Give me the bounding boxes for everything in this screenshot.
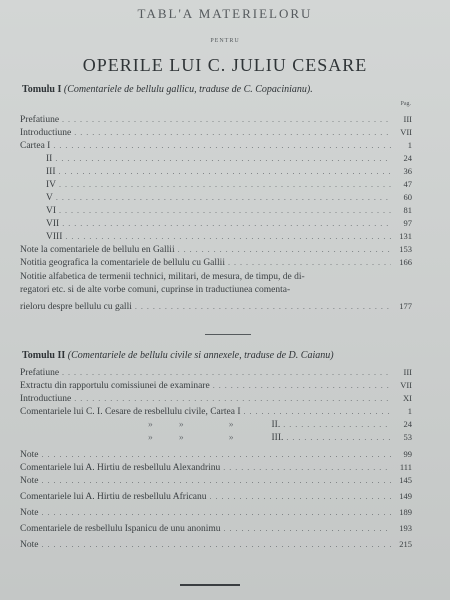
- page-column-header: Pag.: [400, 101, 411, 107]
- table-of-contents-title: TABL'A MATERIELORU: [137, 6, 313, 21]
- toc-entry: Cartea I . . . 1: [20, 139, 412, 151]
- toc-entry: IV . . . 47: [20, 178, 412, 190]
- toc-entry: VIII . . . 131: [20, 230, 412, 242]
- toc-entry: Note la comentariele de bellulu en Gallii . . . 153: [20, 243, 412, 255]
- toc-entry: Extractu din rapportulu comissiunei de examinare . . . VII: [20, 379, 412, 391]
- toc-entry: Comentariele de resbellulu Ispanicu de unu anonimu . . . 193: [20, 522, 412, 534]
- toc-entry: Note . . . 189: [20, 506, 412, 518]
- notitia-line-2: regatori etc. si de alte vorbe comuni, cuprinse in traductiunea comenta-: [20, 285, 291, 295]
- toc-entry: » » » II. . . . 24: [20, 418, 412, 430]
- toc-entry: V . . . 60: [20, 191, 412, 203]
- volume-2-label: Tomulu II: [22, 350, 66, 361]
- toc-entry: VII . . . 97: [20, 217, 412, 229]
- toc-entry: Note . . . 99: [20, 448, 412, 460]
- notitia-line-1: Notitie alfabetica de termenii technici, militari, de mesura, de timpu, de di-: [20, 272, 305, 282]
- section-divider: [205, 334, 251, 335]
- toc-entry: Comentariele lui A. Hirtiu de resbellulu Alexandrinu . . . 111: [20, 461, 412, 473]
- toc-entry: III . . . 36: [20, 165, 412, 177]
- toc-entry: Notitia geografica la comentariele de bellulu cu Gallii . . . 166: [20, 256, 412, 268]
- volume-1-description: (Comentariele de bellulu gallicu, traduse de C. Copacinianu).: [63, 84, 313, 95]
- toc-entry: » » » III. . . . 53: [20, 431, 412, 443]
- toc-entry: Comentariele lui A. Hirtiu de resbellulu Africanu . . . 149: [20, 490, 412, 502]
- toc-entry: Introductiune . . . XI: [20, 392, 412, 404]
- volume-2-heading: [22, 350, 334, 361]
- toc-entry: VI . . . 81: [20, 204, 412, 216]
- volume-1-heading: [22, 84, 313, 95]
- toc-entry: Comentariele lui C. I. Cesare de resbellulu civile, Cartea I . . . 1: [20, 405, 412, 417]
- pentru-label: PENTRU: [210, 38, 240, 44]
- toc-entry: rieloru despre bellulu cu galli . . . 177: [20, 300, 412, 312]
- volume-2-description: (Comentariele de bellulu civile si annexele, traduse de D. Caianu): [67, 350, 334, 361]
- toc-entry: II . . . 24: [20, 152, 412, 164]
- end-rule: [180, 584, 240, 586]
- toc-entry: Introductiune . . . VII: [20, 126, 412, 138]
- volume-1-label: Tomulu I: [22, 84, 62, 95]
- toc-entry: Note . . . 215: [20, 538, 412, 550]
- toc-entry: Note . . . 145: [20, 474, 412, 486]
- toc-entry: Prefatiune . . . III: [20, 113, 412, 125]
- toc-entry: Prefatiune . . . III: [20, 366, 412, 378]
- work-title: OPERILE LUI C. JULIU CESARE: [82, 55, 368, 75]
